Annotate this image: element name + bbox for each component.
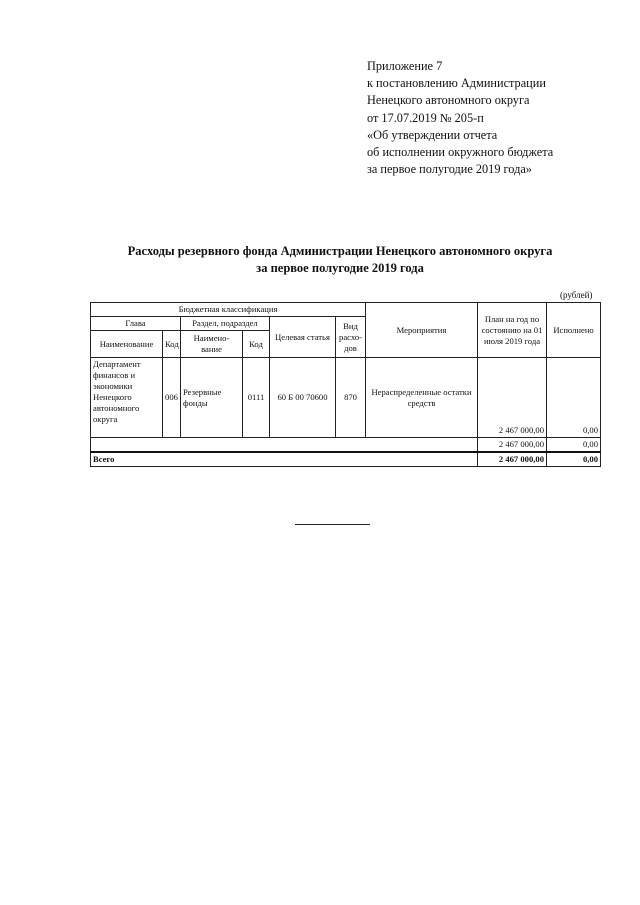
title-line-2: за первое полугодие 2019 года [256, 261, 424, 275]
appendix-line: к постановлению Администрации [367, 76, 546, 91]
subtotal-label [91, 438, 478, 453]
title-line-1: Расходы резервного фонда Администрации Ненецкого автономного округа [127, 244, 553, 258]
section-code: 0111 [243, 358, 270, 438]
appendix-line: Приложение 7 [367, 59, 443, 73]
appendix-line: за первое полугодие 2019 года» [367, 162, 532, 177]
measure: Нераспределенные остатки средств [366, 358, 478, 438]
subtotal-executed: 0,00 [547, 438, 601, 453]
header-section-name: Наимено- вание [181, 331, 243, 358]
subtotal-plan: 2 467 000,00 [478, 438, 547, 453]
target-article: 60 Б 00 70600 [270, 358, 336, 438]
header-measures: Мероприятия [366, 303, 478, 358]
units-label: (рублей) [560, 290, 593, 300]
header-name: Наименование [91, 331, 163, 358]
row-plan: 2 467 000,00 [478, 358, 547, 438]
header-target-article: Целевая статья [270, 317, 336, 358]
total-executed: 0,00 [547, 452, 601, 467]
header-code: Код [163, 331, 181, 358]
header-budget-classification: Бюджетная классификация [91, 303, 366, 317]
section-name: Резервные фонды [181, 358, 243, 438]
header-section: Раздел, подраздел [181, 317, 270, 331]
header-chapter: Глава [91, 317, 181, 331]
header-expense-type: Вид расхо-дов [336, 317, 366, 358]
appendix-line: об исполнении окружного бюджета [367, 145, 554, 160]
expense-type: 870 [336, 358, 366, 438]
appendix-line: Ненецкого автономного округа [367, 93, 530, 108]
total-plan: 2 467 000,00 [478, 452, 547, 467]
appendix-line: «Об утверждении отчета [367, 127, 498, 142]
header-section-code: Код [243, 331, 270, 358]
header-plan: План на год по состоянию на 01 июля 2019 года [478, 303, 547, 358]
total-label: Всего [91, 452, 478, 467]
department-code: 006 [163, 358, 181, 438]
appendix-line: от 17.07.2019 № 205-п [367, 110, 484, 125]
document-title [60, 243, 620, 277]
budget-table [90, 302, 601, 467]
appendix-note [367, 58, 617, 178]
row-executed: 0,00 [547, 358, 601, 438]
department-name: Департамент финансов и экономики Ненецкого автономного округа [91, 358, 163, 438]
header-executed: Исполнено [547, 303, 601, 358]
closing-rule [295, 524, 370, 525]
